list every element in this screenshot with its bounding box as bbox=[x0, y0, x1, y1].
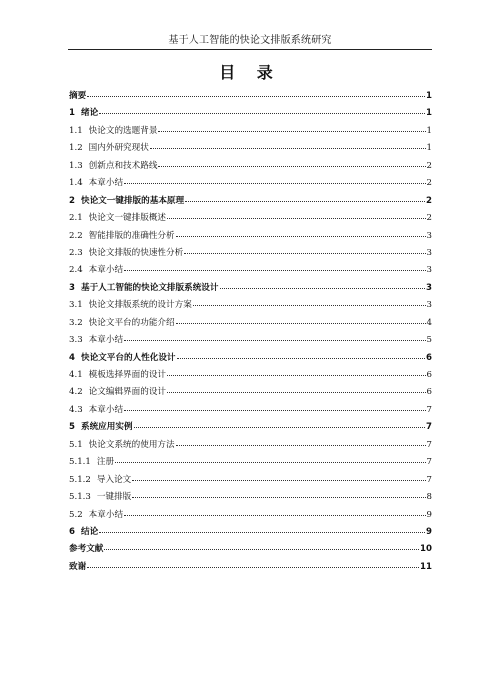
toc-entry-number: 4.3 bbox=[69, 404, 83, 415]
dot-leader bbox=[158, 166, 425, 167]
toc-entry-number: 3 bbox=[69, 282, 75, 293]
toc-entry[interactable] bbox=[69, 350, 432, 367]
toc-entry[interactable] bbox=[69, 472, 432, 489]
toc-entry[interactable] bbox=[69, 105, 432, 122]
dot-leader bbox=[87, 96, 425, 97]
toc-entry[interactable] bbox=[69, 175, 432, 192]
toc-entry[interactable] bbox=[69, 437, 432, 454]
toc-entry-text: 国内外研究现状 bbox=[88, 143, 149, 154]
toc-entry-page-number: 1 bbox=[426, 125, 432, 136]
dot-leader bbox=[158, 131, 425, 132]
toc-entry[interactable] bbox=[69, 123, 432, 140]
toc-entry-text: 快论文一键排版概述 bbox=[88, 213, 167, 224]
dot-leader bbox=[177, 358, 425, 359]
toc-entry[interactable] bbox=[69, 228, 432, 245]
toc-entry-label bbox=[69, 280, 219, 297]
toc-entry-text: 注册 bbox=[96, 457, 115, 468]
toc-entry-text: 参考文献 bbox=[69, 544, 104, 555]
toc-entry[interactable] bbox=[69, 541, 432, 558]
toc-entry-text: 一键排版 bbox=[96, 492, 132, 503]
toc-entry-page-number: 2 bbox=[426, 178, 432, 189]
toc-entry[interactable] bbox=[69, 332, 432, 349]
toc-entry-text: 创新点和技术路线 bbox=[88, 160, 158, 171]
toc-entry-text: 智能排版的准确性分析 bbox=[88, 230, 175, 241]
toc-entry-number: 1.2 bbox=[69, 143, 83, 154]
toc-entry-text: 本章小结 bbox=[88, 404, 124, 415]
toc-entry-text: 快论文的选题背景 bbox=[88, 125, 158, 136]
toc-entry-number: 4.1 bbox=[69, 370, 83, 380]
toc-entry-page-number: 3 bbox=[426, 300, 432, 311]
toc-entry-number: 3.1 bbox=[69, 300, 83, 311]
header-rule bbox=[68, 49, 432, 50]
dot-leader bbox=[87, 567, 419, 568]
toc-entry-number: 5.2 bbox=[69, 509, 83, 520]
dot-leader bbox=[134, 427, 425, 428]
toc-entry-label bbox=[69, 507, 123, 524]
toc-entry-number: 2.3 bbox=[69, 247, 83, 258]
toc-entry-label bbox=[69, 123, 157, 140]
dot-leader bbox=[184, 253, 425, 254]
toc-entry-label bbox=[69, 367, 166, 384]
toc-entry-page-number: 10 bbox=[420, 544, 432, 555]
toc-entry-label bbox=[69, 472, 131, 489]
dot-leader bbox=[176, 323, 426, 324]
toc-entry[interactable] bbox=[69, 140, 432, 157]
toc-entry-text: 本章小结 bbox=[88, 509, 124, 520]
toc-entry[interactable] bbox=[69, 88, 432, 105]
toc-entry-text: 本章小结 bbox=[88, 178, 124, 189]
toc-entry-page-number: 1 bbox=[426, 91, 432, 101]
dot-leader bbox=[167, 392, 426, 393]
toc-entry-label bbox=[69, 262, 123, 279]
toc-entry-number: 1 bbox=[69, 108, 75, 119]
toc-entry-text: 快论文平台的人性化设计 bbox=[80, 352, 176, 363]
dot-leader bbox=[99, 532, 425, 533]
dot-leader bbox=[176, 445, 426, 446]
toc-entry-page-number: 1 bbox=[426, 108, 432, 119]
toc-entry-page-number: 7 bbox=[426, 457, 432, 468]
toc-entry[interactable] bbox=[69, 419, 432, 436]
toc-entry[interactable] bbox=[69, 524, 432, 541]
dot-leader bbox=[176, 236, 426, 237]
toc-entry-page-number: 9 bbox=[426, 509, 432, 520]
toc-entry-number: 3.3 bbox=[69, 335, 83, 346]
toc-entry-label bbox=[69, 158, 157, 175]
toc-entry[interactable] bbox=[69, 280, 432, 297]
toc-entry-page-number: 7 bbox=[426, 439, 432, 450]
toc-entry-page-number: 11 bbox=[420, 561, 432, 572]
toc-entry-label bbox=[69, 245, 183, 262]
toc-entry-text: 论文编辑界面的设计 bbox=[88, 387, 167, 398]
toc-entry-label bbox=[69, 489, 131, 506]
toc-entry-number: 1.3 bbox=[69, 160, 83, 171]
toc-entry-text: 结论 bbox=[80, 526, 99, 537]
toc-entry-text: 导入论文 bbox=[96, 474, 132, 485]
toc-entry-number: 1.4 bbox=[69, 178, 83, 189]
toc-entry-label bbox=[69, 559, 86, 576]
dot-leader bbox=[124, 410, 425, 411]
toc-entry-page-number: 7 bbox=[426, 404, 432, 415]
toc-entry-page-number: 3 bbox=[426, 247, 432, 258]
toc-entry-number: 6 bbox=[69, 526, 75, 537]
dot-leader bbox=[193, 305, 426, 306]
toc-entry-number: 2.4 bbox=[69, 265, 83, 276]
toc-entry-label bbox=[69, 105, 98, 122]
toc-entry[interactable] bbox=[69, 559, 432, 576]
toc-entry[interactable] bbox=[69, 489, 432, 506]
dot-leader bbox=[220, 288, 426, 289]
toc-entry-number: 1.1 bbox=[69, 125, 83, 136]
toc-entry-number: 2.2 bbox=[69, 230, 83, 241]
toc-entry-label bbox=[69, 193, 184, 210]
toc-entry[interactable] bbox=[69, 297, 432, 314]
toc-entry-page-number: 5 bbox=[426, 335, 432, 346]
toc-entry-page-number: 2 bbox=[426, 160, 432, 171]
toc-entry-label bbox=[69, 402, 123, 419]
toc-entry-page-number: 8 bbox=[426, 492, 432, 503]
toc-entry-label bbox=[69, 315, 175, 332]
toc-entry-number: 5.1.2 bbox=[69, 474, 91, 485]
toc-entry-number: 5.1 bbox=[69, 439, 83, 450]
toc-entry[interactable] bbox=[69, 210, 432, 227]
toc-entry-page-number: 6 bbox=[426, 387, 432, 398]
toc-entry-number: 3.2 bbox=[69, 317, 83, 328]
toc-entry-label bbox=[69, 210, 166, 227]
toc-entry-page-number: 7 bbox=[426, 474, 432, 485]
toc-entry-page-number: 4 bbox=[426, 317, 432, 328]
toc-entry[interactable] bbox=[69, 262, 432, 279]
toc-entry-text: 快论文排版的快速性分析 bbox=[88, 247, 184, 258]
toc-entry-page-number: 3 bbox=[426, 265, 432, 276]
toc-entry-text: 致谢 bbox=[69, 561, 87, 572]
toc-entry[interactable] bbox=[69, 315, 432, 332]
toc-entry[interactable] bbox=[69, 454, 432, 471]
toc-entry-text: 快论文排版系统的设计方案 bbox=[88, 300, 192, 311]
toc-entry-label bbox=[69, 140, 149, 157]
toc-entry-number: 2 bbox=[69, 195, 75, 206]
toc-entry-label bbox=[69, 454, 114, 471]
toc-entry-page-number: 6 bbox=[426, 370, 432, 380]
toc-entry-text: 模板选择界面的设计 bbox=[88, 370, 167, 380]
dot-leader bbox=[124, 183, 425, 184]
toc-entry-page-number: 3 bbox=[426, 282, 432, 293]
toc-entry[interactable] bbox=[69, 367, 432, 384]
toc-entry-number: 4 bbox=[69, 352, 75, 363]
toc-entry-page-number: 6 bbox=[426, 352, 432, 363]
toc-entry-label bbox=[69, 541, 103, 558]
dot-leader bbox=[167, 375, 426, 376]
toc-entry[interactable] bbox=[69, 193, 432, 210]
toc-entry-text: 快论文一键排版的基本原理 bbox=[80, 195, 185, 206]
toc-entry-page-number: 2 bbox=[426, 213, 432, 224]
toc-entry[interactable] bbox=[69, 245, 432, 262]
dot-leader bbox=[104, 549, 419, 550]
toc-entry-text: 系统应用实例 bbox=[80, 422, 133, 433]
dot-leader bbox=[124, 270, 425, 271]
toc-entry-text: 基于人工智能的快论文排版系统设计 bbox=[80, 282, 219, 293]
toc-entry-page-number: 9 bbox=[426, 526, 432, 537]
toc-entry-number: 4.2 bbox=[69, 387, 83, 398]
table-of-contents bbox=[69, 88, 432, 576]
toc-entry-label bbox=[69, 88, 86, 105]
toc-entry[interactable] bbox=[69, 384, 432, 401]
toc-entry-label bbox=[69, 175, 123, 192]
toc-entry-label bbox=[69, 524, 98, 541]
toc-entry-label bbox=[69, 228, 175, 245]
toc-entry-number: 2.1 bbox=[69, 213, 83, 224]
toc-entry[interactable] bbox=[69, 402, 432, 419]
dot-leader bbox=[132, 497, 425, 498]
dot-leader bbox=[132, 480, 425, 481]
toc-entry-number: 5 bbox=[69, 422, 75, 433]
toc-entry-label bbox=[69, 297, 192, 314]
toc-entry-page-number: 3 bbox=[426, 230, 432, 241]
dot-leader bbox=[115, 462, 425, 463]
dot-leader bbox=[150, 148, 426, 149]
toc-entry-page-number: 2 bbox=[426, 195, 432, 206]
toc-title: 目 录 bbox=[219, 63, 281, 82]
dot-leader bbox=[124, 515, 425, 516]
toc-entry[interactable] bbox=[69, 507, 432, 524]
toc-entry-text: 摘要 bbox=[69, 91, 87, 101]
toc-entry-page-number: 1 bbox=[426, 143, 432, 154]
toc-entry-text: 快论文平台的功能介绍 bbox=[88, 317, 175, 328]
toc-entry-label bbox=[69, 419, 133, 436]
dot-leader bbox=[124, 340, 425, 341]
toc-entry[interactable] bbox=[69, 158, 432, 175]
toc-entry-number: 5.1.3 bbox=[69, 492, 91, 503]
toc-entry-label bbox=[69, 437, 175, 454]
dot-leader bbox=[99, 113, 425, 114]
toc-entry-number: 5.1.1 bbox=[69, 457, 91, 468]
toc-entry-label bbox=[69, 332, 123, 349]
running-header: 基于人工智能的快论文排版系统研究 bbox=[168, 35, 332, 46]
dot-leader bbox=[167, 218, 426, 219]
toc-entry-text: 绪论 bbox=[80, 108, 99, 119]
toc-entry-page-number: 7 bbox=[426, 422, 432, 433]
toc-entry-label bbox=[69, 384, 166, 401]
toc-entry-text: 本章小结 bbox=[88, 335, 124, 346]
toc-entry-text: 本章小结 bbox=[88, 265, 124, 276]
toc-entry-text: 快论文系统的使用方法 bbox=[88, 439, 175, 450]
dot-leader bbox=[185, 201, 425, 202]
toc-entry-label bbox=[69, 350, 176, 367]
